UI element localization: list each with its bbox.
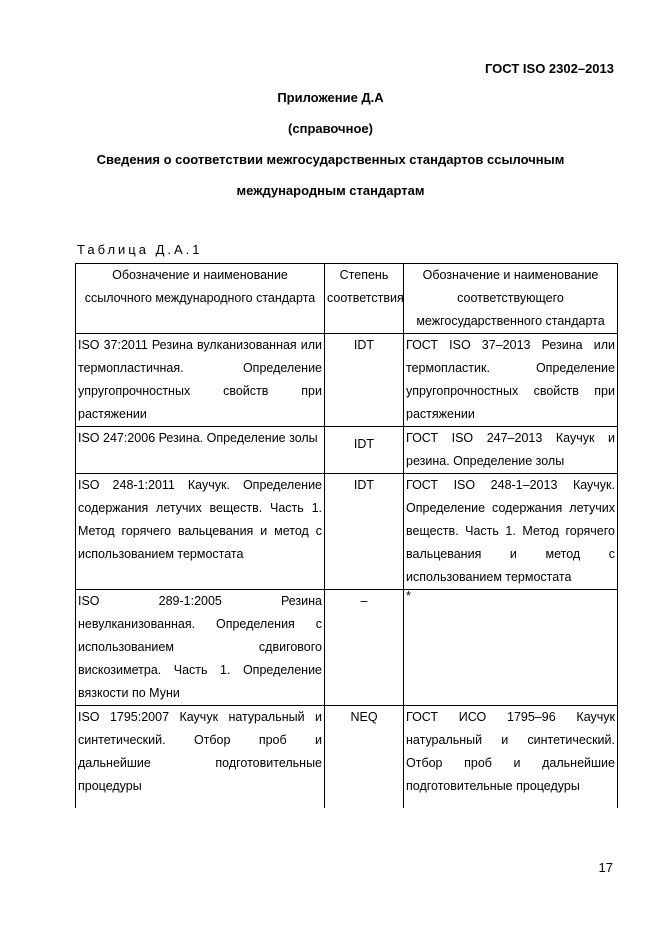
table-row: [76, 474, 618, 590]
cell-interstate: ГОСТ ISO 37–2013 Резина или термопластик. Определение упругопрочностных свойств при растяжении: [404, 334, 618, 427]
table-row: [76, 590, 618, 706]
cell-international: ISO 37:2011 Резина вулканизованная или термопластичная. Определение упругопрочностных свойств при растяжении: [76, 334, 325, 427]
cell-international: ISO 1795:2007 Каучук натуральный и синтетический. Отбор проб и дальнейшие подготовительные процедуры: [76, 706, 325, 809]
cell-international: ISO 289-1:2005 Резина невулканизованная. Определения с использованием сдвигового вискозиметра. Часть 1. Определение вязкости по Муни: [76, 590, 325, 706]
table-caption: Таблица Д.А.1: [77, 242, 203, 257]
header-degree: Степень соответствия: [325, 264, 404, 334]
annex-title: Приложение Д.А: [277, 90, 384, 105]
table-row: [76, 706, 618, 809]
cell-degree: –: [325, 590, 404, 706]
cell-interstate: ГОСТ ISO 247–2013 Каучук и резина. Определение золы: [404, 427, 618, 474]
cell-degree: IDT: [325, 334, 404, 427]
cell-interstate: *: [404, 590, 618, 706]
table-header-row: [76, 264, 618, 334]
table-row: [76, 427, 618, 474]
header-international: Обозначение и наименование ссылочного международного стандарта: [76, 264, 325, 334]
cell-international: ISO 248-1:2011 Каучук. Определение содержания летучих веществ. Часть 1. Метод горячего вальцевания и метод с использованием термостата: [76, 474, 325, 590]
table-row: [76, 334, 618, 427]
annex-heading-line2: международным стандартам: [236, 183, 425, 198]
correspondence-table: [75, 263, 618, 808]
cell-degree: IDT: [325, 427, 404, 474]
cell-degree: IDT: [325, 474, 404, 590]
page-number: 17: [598, 860, 613, 875]
annex-subtitle: (справочное): [288, 121, 373, 136]
cell-international: ISO 247:2006 Резина. Определение золы: [76, 427, 325, 474]
document-id: ГОСТ ISO 2302–2013: [484, 61, 614, 76]
cell-degree: NEQ: [325, 706, 404, 809]
cell-interstate: ГОСТ ISO 248-1–2013 Каучук. Определение содержания летучих веществ. Часть 1. Метод горячего вальцевания и метод с использованием термостата: [404, 474, 618, 590]
header-interstate: Обозначение и наименование соответствующего межгосударственного стандарта: [404, 264, 618, 334]
annex-heading-line1: Сведения о соответствии межгосударственных стандартов ссылочным: [96, 152, 565, 167]
cell-interstate: ГОСТ ИСО 1795–96 Каучук натуральный и синтетический. Отбор проб и дальнейшие подготовительные процедуры: [404, 706, 618, 809]
